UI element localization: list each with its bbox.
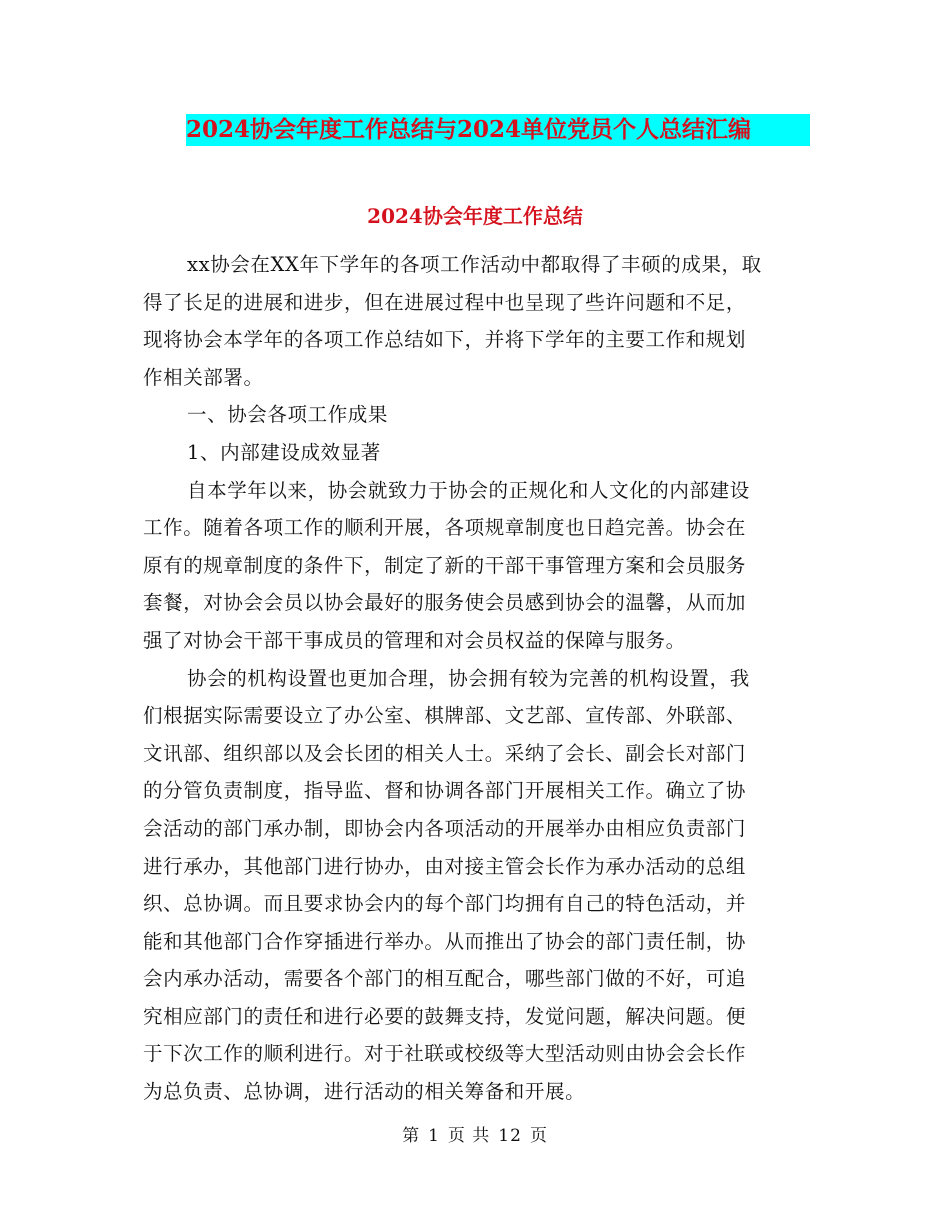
paragraph-line: 作相关部署。 xyxy=(143,365,264,389)
paragraph-line: 能和其他部门合作穿插进行举办。从而推出了协会的部门责任制，协 xyxy=(143,929,747,953)
footer-page-suffix: 页 xyxy=(529,1126,548,1146)
paragraph-line: 工作。随着各项工作的顺利开展，各项规章制度也日趋完善。协会在 xyxy=(143,516,747,540)
page-footer xyxy=(0,1124,950,1148)
paragraph-line: 会活动的部门承办制，即协会内各项活动的开展举办由相应负责部门 xyxy=(143,816,747,840)
paragraph-line: 们根据实际需要设立了办公室、棋牌部、文艺部、宣传部、外联部、 xyxy=(143,704,747,728)
paragraph-line: 为总负责、总协调，进行活动的相关筹备和开展。 xyxy=(143,1080,586,1104)
paragraph-line: 织、总协调。而且要求协会内的每个部门均拥有自己的特色活动，并 xyxy=(143,892,747,916)
paragraph-line: 文讯部、组织部以及会长团的相关人士。采纳了会长、副会长对部门 xyxy=(143,741,747,765)
subsection-heading: 1、内部建设成效显著 xyxy=(187,440,381,464)
paragraph-line: 于下次工作的顺利进行。对于社联或校级等大型活动则由协会会长作 xyxy=(143,1042,747,1066)
paragraph-line: 自本学年以来，协会就致力于协会的正规化和人文化的内部建设 xyxy=(187,478,750,502)
paragraph-line: 进行承办，其他部门进行协办，由对接主管会长作为承办活动的总组 xyxy=(143,854,747,878)
paragraph-line: 强了对协会干部干事成员的管理和对会员权益的保障与服务。 xyxy=(143,628,686,652)
section-heading: 一、协会各项工作成果 xyxy=(187,403,389,427)
section-title: 2024协会年度工作总结 xyxy=(367,204,583,228)
document-main-title: 2024协会年度工作总结与2024单位党员个人总结汇编 xyxy=(186,114,810,146)
paragraph-line: 会内承办活动，需要各个部门的相互配合，哪些部门做的不好，可追 xyxy=(143,967,747,991)
paragraph-line: 协会的机构设置也更加合理，协会拥有较为完善的机构设置，我 xyxy=(187,666,750,690)
paragraph-line: 套餐，对协会会员以协会最好的服务使会员感到协会的温馨，从而加 xyxy=(143,591,747,615)
footer-page-number: 1 xyxy=(428,1126,440,1146)
footer-page-mid: 页 共 xyxy=(447,1126,491,1146)
paragraph-line: xx协会在XX年下学年的各项工作活动中都取得了丰硕的成果，取 xyxy=(187,253,762,276)
paragraph-line: 得了长足的进展和进步，但在进展过程中也呈现了些许问题和不足， xyxy=(143,290,747,314)
paragraph-line: 原有的规章制度的条件下，制定了新的干部干事管理方案和会员服务 xyxy=(143,553,747,577)
paragraph-line: 究相应部门的责任和进行必要的鼓舞支持，发觉问题，解决问题。便 xyxy=(143,1004,747,1028)
footer-page-prefix: 第 xyxy=(402,1126,421,1146)
paragraph-line: 现将协会本学年的各项工作总结如下，并将下学年的主要工作和规划 xyxy=(143,328,747,352)
footer-total-pages: 12 xyxy=(498,1126,522,1146)
paragraph-line: 的分管负责制度，指导监、督和协调各部门开展相关工作。确立了协 xyxy=(143,779,747,803)
document-body xyxy=(143,246,807,1111)
